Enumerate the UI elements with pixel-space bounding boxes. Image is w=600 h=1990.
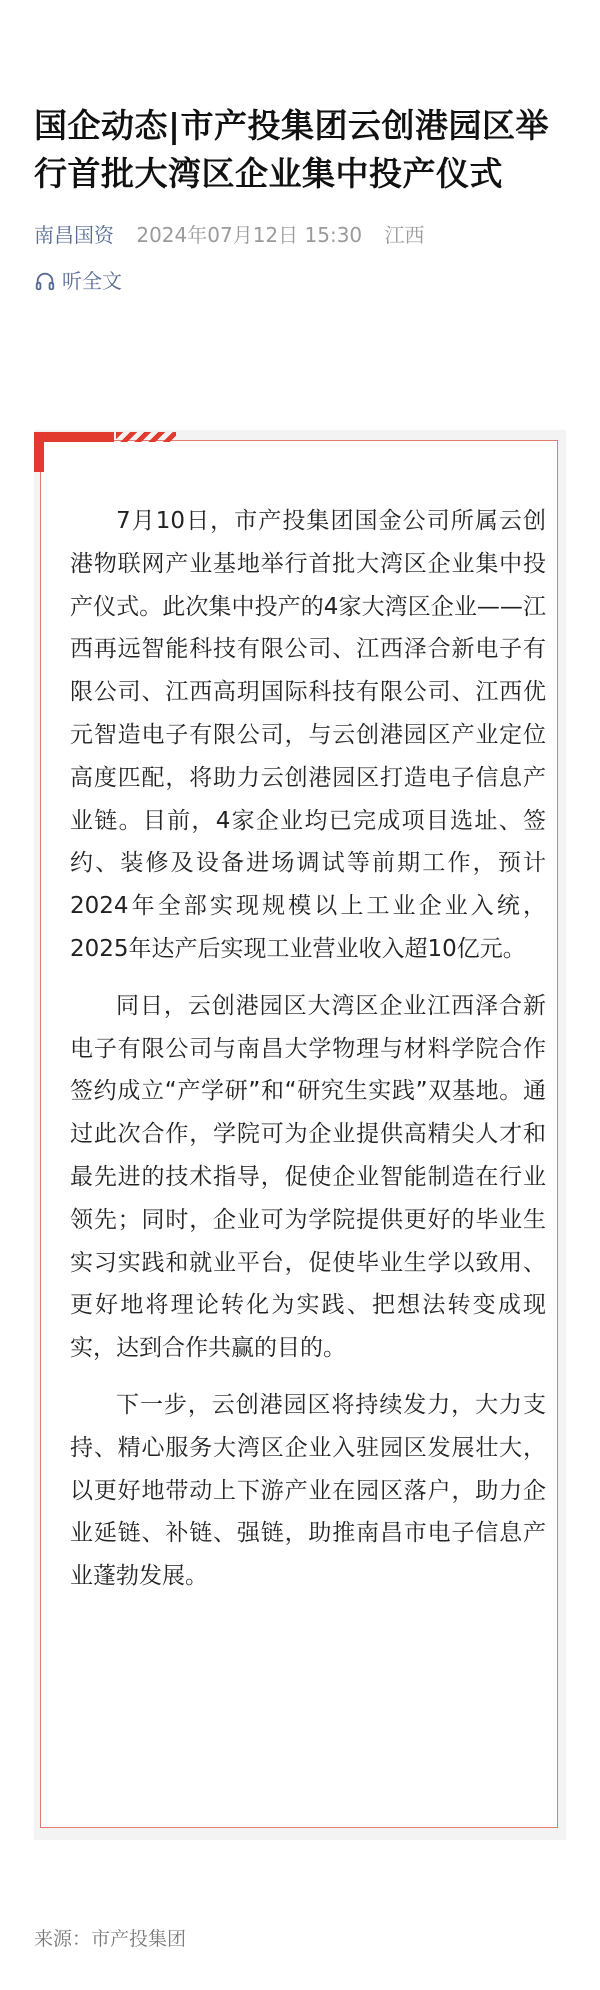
listen-full-text-button[interactable] [34, 266, 122, 296]
body-paragraph-1: 7月10日，市产投集团国金公司所属云创港物联网产业基地举行首批大湾区企业集中投产仪式。此次集中投产的4家大湾区企业——江西再远智能科技有限公司、江西泽合新电子有限公司、江西高玥国际科技有限公司、江西优元智造电子有限公司，与云创港园区产业定位高度匹配，将助力云创港园区打造电子信息产业链。目前，4家企业均已完成项目选址、签约、装修及设备进场调试等前期工作，预计2024年全部实现规模以上工业企业入统，2025年达产后实现工业营业收入超10亿元。 [70, 508, 546, 962]
article-meta [34, 220, 425, 250]
footer-source: 来源：市产投集团 [34, 1928, 187, 1950]
corner-decoration-vertical [34, 432, 44, 472]
article-title: 国企动态|市产投集团云创港园区举行首批大湾区企业集中投产仪式 [34, 106, 550, 193]
body-paragraph-2: 同日，云创港园区大湾区企业江西泽合新电子有限公司与南昌大学物理与材料学院合作签约成立“产学研”和“研究生实践”双基地。通过此次合作，学院可为企业提供高精尖人才和最先进的技术指导，促使企业智能制造在行业领先；同时，企业可为学院提供更好的毕业生实习实践和就业平台，促使毕业生学以致用、更好地将理论转化为实践、把想法转变成现实，达到合作共赢的目的。 [70, 992, 546, 1362]
article-body [70, 500, 546, 1612]
body-paragraph-3: 下一步，云创港园区将持续发力，大力支持、精心服务大湾区企业入驻园区发展壮大，以更好地带动上下游产业在园区落户，助力企业延链、补链、强链，助推南昌市电子信息产业蓬勃发展。 [70, 1391, 546, 1590]
publish-location: 江西 [384, 223, 425, 247]
corner-decoration-stripes [116, 432, 176, 442]
headphones-icon [34, 270, 56, 292]
corner-decoration-horizontal [34, 432, 114, 442]
publish-time: 2024年07月12日 15:30 [136, 223, 363, 247]
account-name-link[interactable]: 南昌国资 [34, 223, 114, 247]
listen-label: 听全文 [62, 269, 122, 293]
